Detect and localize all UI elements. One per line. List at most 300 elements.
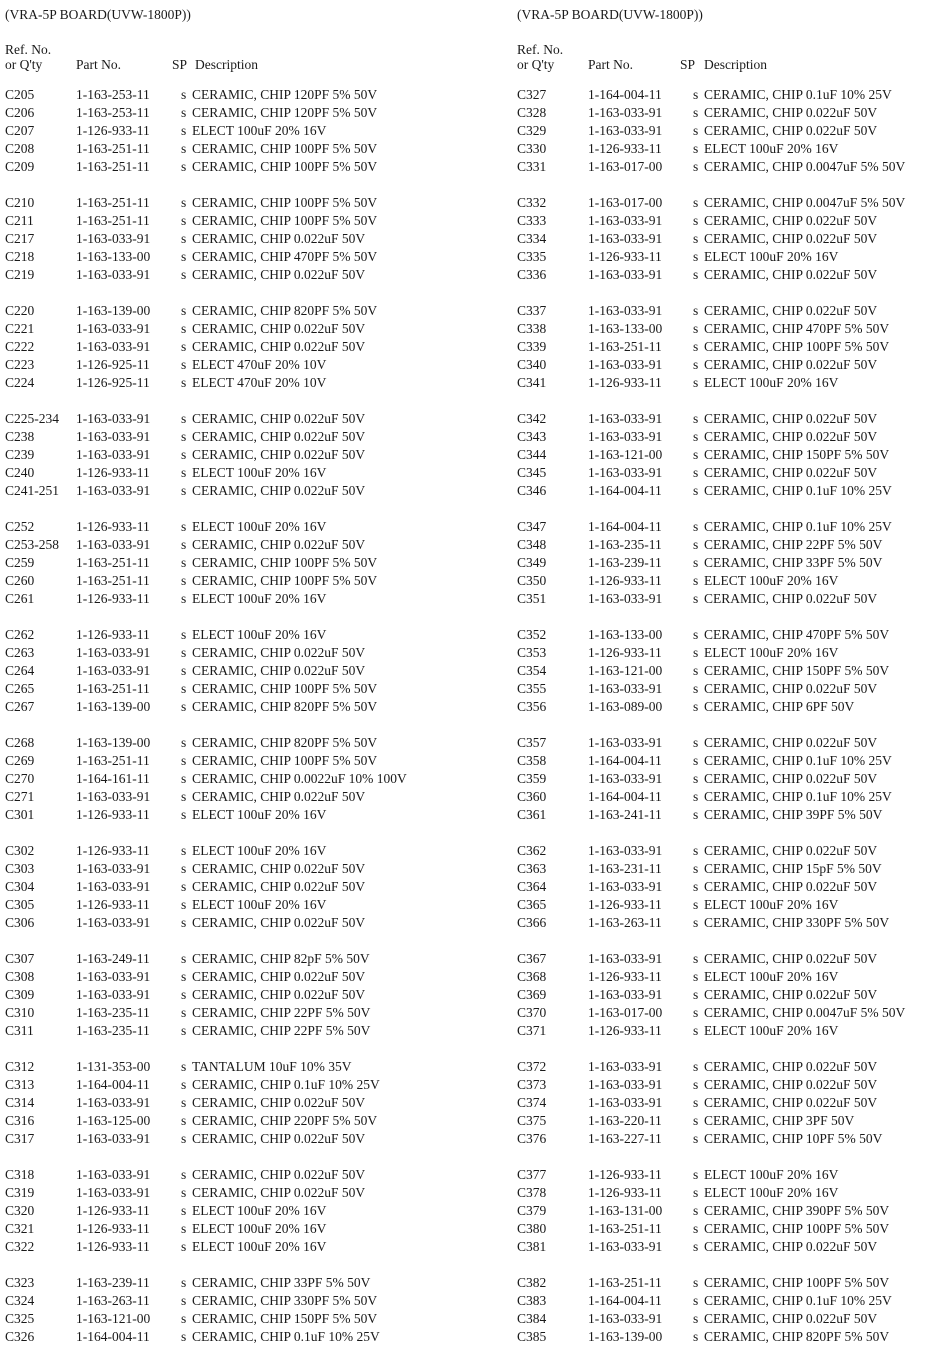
header-part-no: Part No.: [76, 57, 121, 72]
description: CERAMIC, CHIP 470PF 5% 50V: [704, 321, 890, 336]
part-no: 1-163-227-11: [588, 1131, 662, 1146]
part-no: 1-163-033-91: [588, 411, 663, 426]
part-row: [5, 878, 460, 896]
part-no: 1-163-251-11: [76, 753, 150, 768]
part-row: [517, 1202, 932, 1220]
description: CERAMIC, CHIP 0.022uF 50V: [704, 1095, 878, 1110]
part-row: [517, 590, 932, 608]
sp-flag: s: [181, 1293, 187, 1308]
part-row: [5, 986, 460, 1004]
part-no: 1-163-125-00: [76, 1113, 151, 1128]
ref-no: C341: [517, 375, 547, 390]
ref-no: C252: [5, 519, 35, 534]
ref-no: C264: [5, 663, 35, 678]
description: ELECT 100uF 20% 16V: [704, 645, 839, 660]
part-no: 1-163-235-11: [76, 1005, 150, 1020]
part-row: [517, 1328, 932, 1346]
part-row: [517, 1310, 932, 1328]
ref-no: C354: [517, 663, 547, 678]
ref-no: C343: [517, 429, 547, 444]
ref-no: C369: [517, 987, 547, 1002]
part-no: 1-163-251-11: [588, 339, 662, 354]
part-row: [517, 914, 932, 932]
part-row: [517, 986, 932, 1004]
part-no: 1-126-933-11: [588, 645, 662, 660]
ref-no: C206: [5, 105, 35, 120]
sp-flag: s: [181, 915, 187, 930]
part-no: 1-126-933-11: [588, 375, 662, 390]
description: CERAMIC, CHIP 0.1uF 10% 25V: [704, 1293, 892, 1308]
ref-no: C382: [517, 1275, 547, 1290]
part-no: 1-163-231-11: [588, 861, 662, 876]
description: CERAMIC, CHIP 0.0047uF 5% 50V: [704, 1005, 906, 1020]
part-group: [517, 1058, 932, 1148]
sp-flag: s: [693, 123, 699, 138]
part-group: [517, 1166, 932, 1256]
sp-flag: s: [693, 213, 699, 228]
part-no: 1-126-925-11: [76, 357, 150, 372]
sp-flag: s: [181, 735, 187, 750]
part-row: [517, 896, 932, 914]
part-row: [5, 302, 460, 320]
part-row: [517, 1058, 932, 1076]
description: CERAMIC, CHIP 0.022uF 50V: [192, 987, 366, 1002]
description: CERAMIC, CHIP 470PF 5% 50V: [704, 627, 890, 642]
description: ELECT 100uF 20% 16V: [192, 591, 327, 606]
description: CERAMIC, CHIP 0.022uF 50V: [704, 357, 878, 372]
ref-no: C360: [517, 789, 547, 804]
sp-flag: s: [181, 627, 187, 642]
sp-flag: s: [181, 843, 187, 858]
part-no: 1-163-139-00: [76, 699, 151, 714]
description: CERAMIC, CHIP 0.022uF 50V: [704, 591, 878, 606]
part-no: 1-163-251-11: [588, 1221, 662, 1236]
sp-flag: s: [181, 537, 187, 552]
sp-flag: s: [181, 1185, 187, 1200]
ref-no: C222: [5, 339, 35, 354]
description: CERAMIC, CHIP 100PF 5% 50V: [192, 159, 378, 174]
sp-flag: s: [181, 771, 187, 786]
sp-flag: s: [693, 735, 699, 750]
sp-flag: s: [181, 213, 187, 228]
ref-no: C367: [517, 951, 547, 966]
part-no: 1-163-033-91: [588, 231, 663, 246]
sp-flag: s: [181, 951, 187, 966]
sp-flag: s: [181, 231, 187, 246]
part-row: [5, 482, 460, 500]
ref-no: C363: [517, 861, 547, 876]
part-no: 1-163-033-91: [76, 663, 151, 678]
part-no: 1-164-004-11: [588, 483, 662, 498]
ref-no: C316: [5, 1113, 35, 1128]
ref-no: C351: [517, 591, 547, 606]
ref-no: C261: [5, 591, 35, 606]
parts-list: [517, 86, 932, 1346]
part-row: [5, 842, 460, 860]
part-row: [5, 194, 460, 212]
sp-flag: s: [693, 663, 699, 678]
description: CERAMIC, CHIP 0.1uF 10% 25V: [192, 1329, 380, 1344]
description: CERAMIC, CHIP 100PF 5% 50V: [192, 681, 378, 696]
part-no: 1-163-133-00: [76, 249, 151, 264]
part-row: [5, 752, 460, 770]
part-row: [5, 644, 460, 662]
sp-flag: s: [693, 843, 699, 858]
column-header: [5, 42, 460, 86]
description: CERAMIC, CHIP 39PF 5% 50V: [704, 807, 883, 822]
part-row: [517, 302, 932, 320]
part-no: 1-163-139-00: [588, 1329, 663, 1344]
sp-flag: s: [181, 555, 187, 570]
part-no: 1-164-004-11: [76, 1077, 150, 1092]
ref-no: C365: [517, 897, 547, 912]
ref-no: C263: [5, 645, 35, 660]
description: ELECT 470uF 20% 10V: [192, 357, 327, 372]
part-no: 1-163-249-11: [76, 951, 150, 966]
part-row: [517, 140, 932, 158]
part-row: [517, 770, 932, 788]
ref-no: C260: [5, 573, 35, 588]
description: CERAMIC, CHIP 330PF 5% 50V: [192, 1293, 378, 1308]
description: CERAMIC, CHIP 820PF 5% 50V: [192, 699, 378, 714]
part-row: [517, 734, 932, 752]
part-row: [517, 266, 932, 284]
header-description: Description: [195, 57, 258, 72]
part-no: 1-163-251-11: [76, 159, 150, 174]
ref-no: C358: [517, 753, 547, 768]
part-no: 1-126-933-11: [76, 843, 150, 858]
description: CERAMIC, CHIP 0.1uF 10% 25V: [704, 483, 892, 498]
ref-no: C219: [5, 267, 35, 282]
ref-no: C205: [5, 87, 35, 102]
part-group: [5, 194, 460, 284]
sp-flag: s: [693, 1239, 699, 1254]
part-row: [517, 86, 932, 104]
part-no: 1-163-033-91: [76, 1167, 151, 1182]
ref-no: C377: [517, 1167, 547, 1182]
description: ELECT 100uF 20% 16V: [704, 969, 839, 984]
part-no: 1-163-033-91: [588, 465, 663, 480]
ref-no: C313: [5, 1077, 35, 1092]
description: ELECT 100uF 20% 16V: [704, 897, 839, 912]
description: CERAMIC, CHIP 0.0047uF 5% 50V: [704, 159, 906, 174]
sp-flag: s: [693, 537, 699, 552]
part-no: 1-126-933-11: [76, 1221, 150, 1236]
header-description: Description: [704, 57, 767, 72]
sp-flag: s: [693, 573, 699, 588]
ref-no: C270: [5, 771, 35, 786]
description: CERAMIC, CHIP 0.022uF 50V: [192, 1167, 366, 1182]
ref-no: C318: [5, 1167, 35, 1182]
part-row: [5, 428, 460, 446]
part-no: 1-163-033-91: [588, 591, 663, 606]
part-group: [517, 302, 932, 392]
part-row: [517, 806, 932, 824]
part-group: [5, 1166, 460, 1256]
description: CERAMIC, CHIP 0.1uF 10% 25V: [704, 789, 892, 804]
sp-flag: s: [693, 159, 699, 174]
part-no: 1-163-033-91: [588, 735, 663, 750]
part-no: 1-163-133-00: [588, 627, 663, 642]
description: CERAMIC, CHIP 390PF 5% 50V: [704, 1203, 890, 1218]
sp-flag: s: [693, 1275, 699, 1290]
sp-flag: s: [693, 1131, 699, 1146]
part-no: 1-163-033-91: [76, 321, 151, 336]
right-column: [517, 6, 932, 1364]
ref-no: C301: [5, 807, 35, 822]
sp-flag: s: [181, 321, 187, 336]
part-no: 1-163-033-91: [588, 681, 663, 696]
part-no: 1-163-251-11: [76, 213, 150, 228]
sp-flag: s: [181, 1113, 187, 1128]
part-row: [517, 1274, 932, 1292]
description: CERAMIC, CHIP 220PF 5% 50V: [192, 1113, 378, 1128]
part-no: 1-126-933-11: [76, 897, 150, 912]
left-column: [5, 6, 460, 1364]
column-header: [517, 42, 932, 86]
description: ELECT 100uF 20% 16V: [192, 897, 327, 912]
ref-no: C302: [5, 843, 35, 858]
sp-flag: s: [693, 681, 699, 696]
description: CERAMIC, CHIP 0.022uF 50V: [192, 339, 366, 354]
part-row: [5, 662, 460, 680]
part-no: 1-163-033-91: [588, 267, 663, 282]
sp-flag: s: [693, 753, 699, 768]
description: CERAMIC, CHIP 150PF 5% 50V: [704, 447, 890, 462]
ref-no: C220: [5, 303, 35, 318]
description: CERAMIC, CHIP 0.022uF 50V: [704, 123, 878, 138]
part-no: 1-163-017-00: [588, 159, 663, 174]
ref-no: C352: [517, 627, 547, 642]
ref-no: C253-258: [5, 537, 59, 552]
ref-no: C339: [517, 339, 547, 354]
part-no: 1-126-933-11: [76, 123, 150, 138]
sp-flag: s: [181, 969, 187, 984]
header-part-no: Part No.: [588, 57, 633, 72]
part-no: 1-163-241-11: [588, 807, 662, 822]
part-row: [5, 860, 460, 878]
part-row: [5, 356, 460, 374]
ref-no: C350: [517, 573, 547, 588]
part-group: [5, 302, 460, 392]
ref-no: C383: [517, 1293, 547, 1308]
description: CERAMIC, CHIP 0.022uF 50V: [704, 843, 878, 858]
part-row: [5, 968, 460, 986]
sp-flag: s: [181, 483, 187, 498]
sp-flag: s: [693, 141, 699, 156]
ref-no: C375: [517, 1113, 547, 1128]
ref-no: C208: [5, 141, 35, 156]
description: ELECT 100uF 20% 16V: [192, 1221, 327, 1236]
part-no: 1-126-933-11: [588, 897, 662, 912]
description: CERAMIC, CHIP 0.0047uF 5% 50V: [704, 195, 906, 210]
description: CERAMIC, CHIP 22PF 5% 50V: [704, 537, 883, 552]
sp-flag: s: [693, 879, 699, 894]
part-no: 1-163-033-91: [76, 411, 151, 426]
description: CERAMIC, CHIP 0.022uF 50V: [704, 267, 878, 282]
part-no: 1-163-033-91: [76, 537, 151, 552]
ref-no: C355: [517, 681, 547, 696]
part-no: 1-164-004-11: [588, 519, 662, 534]
part-no: 1-163-220-11: [588, 1113, 662, 1128]
sp-flag: s: [181, 861, 187, 876]
description: CERAMIC, CHIP 0.022uF 50V: [704, 231, 878, 246]
part-no: 1-163-235-11: [588, 537, 662, 552]
part-row: [5, 536, 460, 554]
part-row: [5, 1310, 460, 1328]
ref-no: C371: [517, 1023, 547, 1038]
description: CERAMIC, CHIP 0.022uF 50V: [192, 645, 366, 660]
part-row: [5, 212, 460, 230]
sp-flag: s: [693, 1311, 699, 1326]
part-no: 1-163-253-11: [76, 87, 150, 102]
header-sp: SP: [680, 57, 696, 72]
part-row: [5, 446, 460, 464]
part-row: [517, 626, 932, 644]
part-row: [517, 1238, 932, 1256]
sp-flag: s: [693, 555, 699, 570]
sp-flag: s: [181, 645, 187, 660]
part-row: [5, 1328, 460, 1346]
ref-no: C210: [5, 195, 35, 210]
sp-flag: s: [181, 1095, 187, 1110]
header-qty: or Q'ty: [5, 57, 43, 72]
ref-no: C333: [517, 213, 547, 228]
parts-list: [5, 86, 460, 1346]
sp-flag: s: [693, 267, 699, 282]
ref-no: C361: [517, 807, 547, 822]
ref-no: C217: [5, 231, 35, 246]
sp-flag: s: [693, 303, 699, 318]
part-row: [5, 1094, 460, 1112]
part-row: [517, 860, 932, 878]
ref-no: C317: [5, 1131, 35, 1146]
description: CERAMIC, CHIP 330PF 5% 50V: [704, 915, 890, 930]
sp-flag: s: [181, 681, 187, 696]
part-no: 1-163-121-00: [588, 447, 663, 462]
part-row: [517, 230, 932, 248]
part-no: 1-163-033-91: [76, 1185, 151, 1200]
part-no: 1-163-121-00: [588, 663, 663, 678]
description: CERAMIC, CHIP 0.022uF 50V: [704, 303, 878, 318]
description: CERAMIC, CHIP 0.022uF 50V: [704, 951, 878, 966]
sp-flag: s: [181, 1311, 187, 1326]
description: ELECT 100uF 20% 16V: [192, 465, 327, 480]
sp-flag: s: [693, 1329, 699, 1344]
ref-no: C323: [5, 1275, 35, 1290]
part-row: [5, 1238, 460, 1256]
description: ELECT 100uF 20% 16V: [704, 1185, 839, 1200]
part-no: 1-163-251-11: [76, 573, 150, 588]
description: CERAMIC, CHIP 0.022uF 50V: [192, 483, 366, 498]
description: ELECT 100uF 20% 16V: [192, 1203, 327, 1218]
description: CERAMIC, CHIP 0.022uF 50V: [192, 861, 366, 876]
description: ELECT 100uF 20% 16V: [192, 843, 327, 858]
part-row: [5, 1112, 460, 1130]
part-row: [517, 482, 932, 500]
part-row: [5, 950, 460, 968]
description: CERAMIC, CHIP 33PF 5% 50V: [192, 1275, 371, 1290]
part-no: 1-163-033-91: [588, 213, 663, 228]
sp-flag: s: [181, 1329, 187, 1344]
part-group: [5, 950, 460, 1040]
part-row: [517, 1076, 932, 1094]
part-row: [517, 1166, 932, 1184]
ref-no: C381: [517, 1239, 547, 1254]
sp-flag: s: [181, 357, 187, 372]
part-row: [517, 1112, 932, 1130]
sp-flag: s: [181, 267, 187, 282]
sp-flag: s: [693, 591, 699, 606]
sp-flag: s: [693, 771, 699, 786]
part-row: [5, 1058, 460, 1076]
ref-no: C241-251: [5, 483, 59, 498]
part-row: [5, 374, 460, 392]
part-row: [517, 1292, 932, 1310]
part-no: 1-126-933-11: [588, 1185, 662, 1200]
description: ELECT 470uF 20% 10V: [192, 375, 327, 390]
part-no: 1-163-033-91: [76, 861, 151, 876]
description: ELECT 100uF 20% 16V: [704, 375, 839, 390]
part-row: [5, 518, 460, 536]
sp-flag: s: [693, 1077, 699, 1092]
part-row: [517, 950, 932, 968]
description: CERAMIC, CHIP 0.0022uF 10% 100V: [192, 771, 407, 786]
sp-flag: s: [181, 339, 187, 354]
description: CERAMIC, CHIP 0.022uF 50V: [704, 1311, 878, 1326]
description: CERAMIC, CHIP 0.022uF 50V: [192, 447, 366, 462]
part-row: [5, 338, 460, 356]
part-group: [517, 842, 932, 932]
sp-flag: s: [181, 1077, 187, 1092]
part-row: [517, 464, 932, 482]
description: CERAMIC, CHIP 0.022uF 50V: [192, 969, 366, 984]
part-no: 1-163-033-91: [76, 231, 151, 246]
part-row: [5, 680, 460, 698]
part-no: 1-163-033-91: [76, 879, 151, 894]
sp-flag: s: [181, 141, 187, 156]
part-no: 1-164-004-11: [588, 789, 662, 804]
part-row: [5, 410, 460, 428]
part-group: [517, 410, 932, 500]
part-no: 1-163-133-00: [588, 321, 663, 336]
part-group: [5, 734, 460, 824]
ref-no: C330: [517, 141, 547, 156]
sp-flag: s: [693, 1023, 699, 1038]
description: ELECT 100uF 20% 16V: [192, 627, 327, 642]
sp-flag: s: [181, 987, 187, 1002]
part-row: [517, 410, 932, 428]
sp-flag: s: [181, 879, 187, 894]
description: CERAMIC, CHIP 100PF 5% 50V: [192, 195, 378, 210]
part-row: [517, 698, 932, 716]
part-no: 1-164-004-11: [588, 87, 662, 102]
ref-no: C364: [517, 879, 547, 894]
description: CERAMIC, CHIP 150PF 5% 50V: [704, 663, 890, 678]
part-no: 1-163-033-91: [76, 429, 151, 444]
ref-no: C268: [5, 735, 35, 750]
part-row: [517, 374, 932, 392]
sp-flag: s: [181, 789, 187, 804]
ref-no: C267: [5, 699, 35, 714]
sp-flag: s: [181, 1221, 187, 1236]
sp-flag: s: [181, 519, 187, 534]
ref-no: C366: [517, 915, 547, 930]
part-no: 1-131-353-00: [76, 1059, 151, 1074]
ref-no: C374: [517, 1095, 547, 1110]
sp-flag: s: [693, 195, 699, 210]
sp-flag: s: [693, 87, 699, 102]
